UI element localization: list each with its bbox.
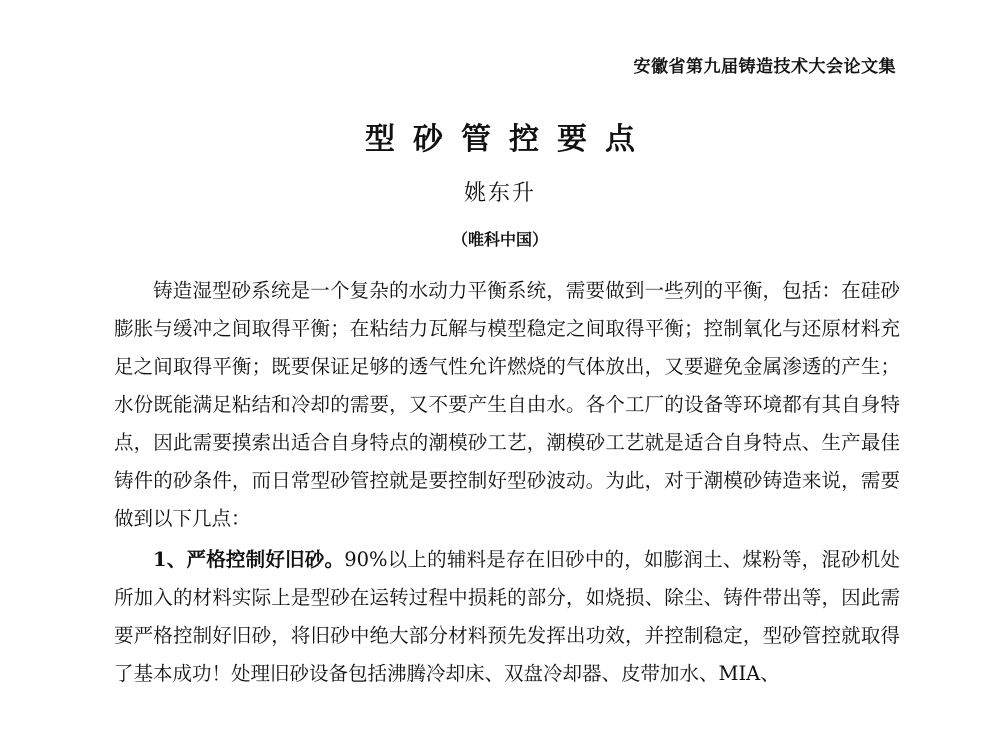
section-text: 90%以上的辅料是存在旧砂中的，如膨润土、煤粉等，混砂机处所加入的材料实际上是型砂在运转过程中损耗的部分，如烧损、除尘、铸件带出等，因此需要严格控制好旧砂，将旧砂中绝大部分材料预先发挥出功效，并控制稳定，型砂管控就取得了基本成功！处理旧砂设备包括沸腾冷却床、双盘冷却器、皮带加水、MIA、	[114, 548, 901, 685]
author-affiliation: （唯科中国）	[451, 230, 548, 249]
proceedings-header: 安徽省第九届铸造技术大会论文集	[633, 57, 896, 77]
body-paragraph	[114, 541, 900, 693]
paper-title: 型砂管控要点	[365, 122, 653, 157]
section-lead: 1、严格控制好旧砂。	[153, 548, 345, 571]
body-paragraph: 铸造湿型砂系统是一个复杂的水动力平衡系统，需要做到一些列的平衡，包括：在硅砂膨胀与缓冲之间取得平衡；在粘结力瓦解与模型稳定之间取得平衡；控制氧化与还原材料充足之间取得平衡；既要保证足够的透气性允许燃烧的气体放出，又要避免金属渗透的产生；水份既能满足粘结和冷却的需要，又不要产生自由水。各个工厂的设备等环境都有其自身特点，因此需要摸索出适合自身特点的潮模砂工艺，潮模砂工艺就是适合自身特点、生产最佳铸件的砂条件，而日常型砂管控就是要控制好型砂波动。为此，对于潮模砂铸造来说，需要做到以下几点：	[114, 279, 900, 530]
author-name: 姚东升	[463, 181, 536, 206]
paper-body	[114, 272, 900, 693]
